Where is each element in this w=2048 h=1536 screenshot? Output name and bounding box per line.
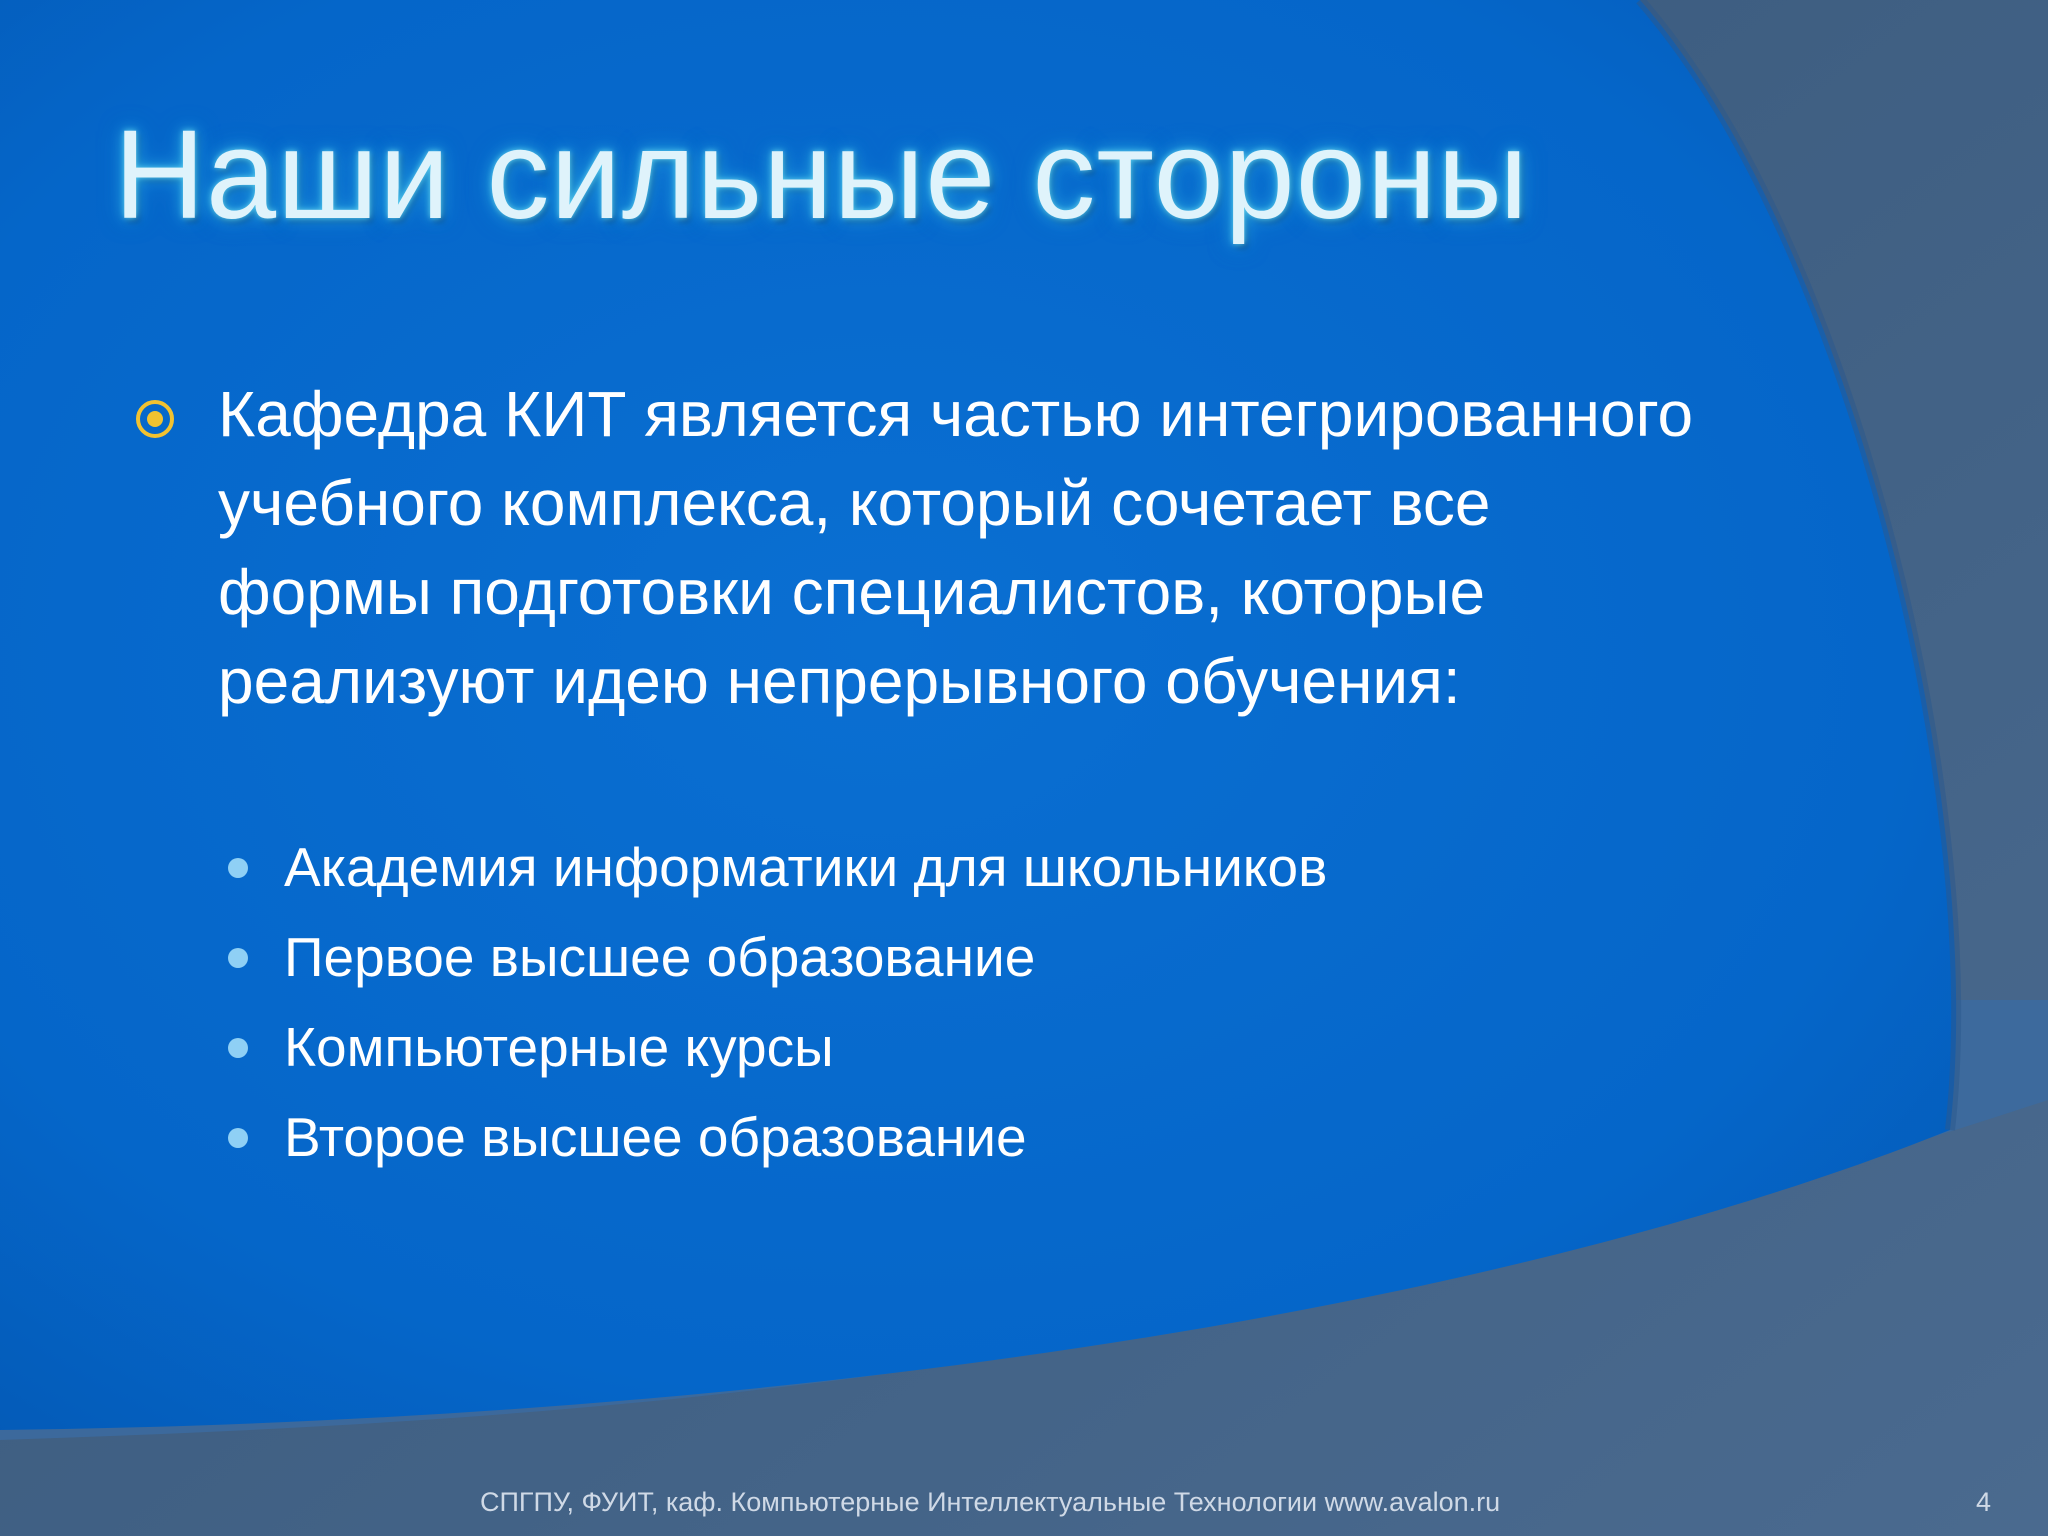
target-bullet-icon [134,398,176,440]
slide-footer: СПГПУ, ФУИТ, каф. Компьютерные Интеллектуальные Технологии www.avalon.ru [480,1487,1501,1517]
sub-bullet-text: Второе высшее образование [284,1106,1027,1168]
sub-bullet-text: Компьютерные курсы [284,1016,834,1078]
sub-bullet-item [228,822,1327,912]
page-number: 4 [1976,1487,1992,1517]
sub-bullet-item [228,1092,1327,1182]
sub-bullet-text: Академия информатики для школьников [284,836,1328,898]
sub-bullet-item [228,1002,1327,1092]
main-bullet-text: Кафедра КИТ является частью интегрированного учебного комплекса, который сочетает все формы подготовки специалистов, которые реализуют идею непрерывного обучения: [218,378,1694,717]
dot-bullet-icon [228,1038,248,1058]
sub-bullet-item [228,912,1327,1002]
dot-bullet-icon [228,858,248,878]
slide-title: Наши сильные стороны [114,104,1529,245]
sub-bullet-text: Первое высшее образование [284,926,1036,988]
dot-bullet-icon [228,948,248,968]
sub-bullet-list [228,822,1327,1182]
dot-bullet-icon [228,1128,248,1148]
